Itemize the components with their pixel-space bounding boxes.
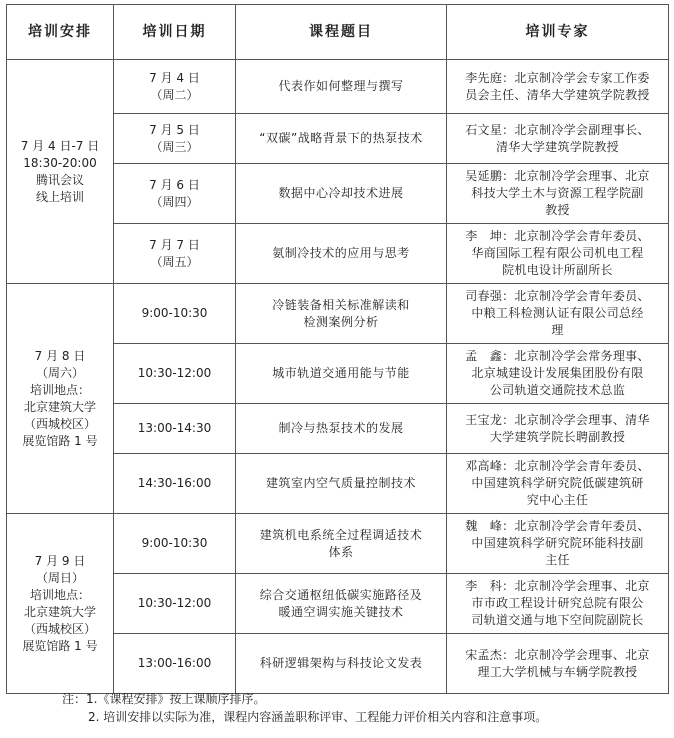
arrangement-line: （西城校区） <box>23 621 96 636</box>
topic-cell <box>236 284 447 344</box>
topic-line: 代表作如何整理与撰写 <box>278 79 404 93</box>
date-line: 13:00-16:00 <box>137 656 212 670</box>
expert-line: 科技大学土木与资源工程学院副 <box>471 186 644 200</box>
arrangement-line: 培训地点： <box>29 382 90 397</box>
topic-cell <box>236 224 447 284</box>
date-line: （周五） <box>150 254 199 269</box>
expert-cell <box>447 344 669 404</box>
expert-cell <box>447 514 669 574</box>
date-cell <box>114 60 236 114</box>
expert-line: 宋孟杰：北京制冷学会理事、北京 <box>465 647 650 662</box>
arrangement-line: 展览馆路 1 号 <box>22 638 98 653</box>
expert-line: 大学建筑学院长聘副教授 <box>489 429 626 444</box>
expert-line: 司春强：北京制冷学会青年委员、 <box>465 289 650 303</box>
expert-cell <box>447 404 669 454</box>
arrangement-line: 培训地点： <box>29 587 90 602</box>
expert-line: 李先庭：北京制冷学会专家工作委 <box>465 70 650 85</box>
table-row <box>7 514 669 574</box>
expert-line: 中粮工科检测认证有限公司总经 <box>471 306 644 320</box>
expert-line: 邓高峰：北京制冷学会青年委员、 <box>465 459 650 473</box>
expert-line: 员会主任、清华大学建筑学院教授 <box>465 87 650 102</box>
expert-line: 教授 <box>545 203 570 217</box>
header-topic: 课程题目 <box>236 5 447 60</box>
date-line: 7 月 7 日 <box>149 237 200 252</box>
schedule-table <box>6 4 669 694</box>
date-line: （周三） <box>150 139 199 154</box>
arrangement-cell <box>7 514 114 694</box>
arrangement-line: 北京建筑大学 <box>23 604 96 619</box>
expert-cell <box>447 574 669 634</box>
arrangement-line: （周六） <box>35 365 84 380</box>
expert-line: 李 科：北京制冷学会理事、北京 <box>465 579 650 593</box>
date-line: 9:00-10:30 <box>141 306 208 320</box>
date-line: 7 月 4 日 <box>149 70 200 85</box>
expert-cell <box>447 634 669 694</box>
expert-line: 石文星：北京制冷学会副理事长、 <box>465 122 650 137</box>
topic-cell <box>236 164 447 224</box>
expert-line: 吴延鹏：北京制冷学会理事、北京 <box>465 169 650 183</box>
topic-line: “双碳”战略背景下的热泵技术 <box>259 131 423 145</box>
expert-line: 北京城建设计发展集团股份有限 <box>471 366 644 380</box>
arrangement-line: 7 月 4 日-7 日 <box>20 138 100 153</box>
topic-line: 城市轨道交通用能与节能 <box>272 366 410 380</box>
topic-cell <box>236 514 447 574</box>
arrangement-line: 北京建筑大学 <box>23 399 96 414</box>
topic-line: 建筑室内空气质量控制技术 <box>265 476 416 490</box>
date-line: 13:00-14:30 <box>137 421 212 435</box>
expert-line: 院机电设计所副所长 <box>502 263 613 277</box>
topic-line: 数据中心冷却技术进展 <box>278 186 404 200</box>
date-cell <box>114 574 236 634</box>
note-1: 注：1.《课程安排》按上课顺序排序。 <box>62 692 266 706</box>
date-line: （周二） <box>150 87 199 102</box>
topic-line: 建筑机电系统全过程调适技术 <box>259 527 423 542</box>
date-cell <box>114 404 236 454</box>
table-row <box>7 60 669 114</box>
date-cell <box>114 284 236 344</box>
expert-line: 王宝龙：北京制冷学会理事、清华 <box>465 412 650 427</box>
topic-cell <box>236 454 447 514</box>
topic-cell <box>236 574 447 634</box>
arrangement-cell <box>7 60 114 284</box>
expert-cell <box>447 284 669 344</box>
arrangement-line: 7 月 9 日 <box>34 553 86 568</box>
expert-line: 主任 <box>545 553 570 567</box>
note-2: 2. 培训安排以实际为准，课程内容涵盖职称评审、工程能力评价相关内容和注意事项。 <box>88 710 548 724</box>
header-row <box>7 5 669 60</box>
date-line: 14:30-16:00 <box>137 476 212 490</box>
expert-line: 中国建筑科学研究院环能科技副 <box>471 536 644 550</box>
topic-line: 暖通空调实施关键技术 <box>278 604 404 619</box>
topic-line: 氨制冷技术的应用与思考 <box>272 246 410 260</box>
date-line: （周四） <box>150 194 199 209</box>
expert-line: 中国建筑科学研究院低碳建筑研 <box>471 476 644 490</box>
topic-cell <box>236 60 447 114</box>
topic-cell <box>236 114 447 164</box>
expert-line: 孟 鑫：北京制冷学会常务理事、 <box>465 349 650 363</box>
date-line: 10:30-12:00 <box>137 596 212 610</box>
date-cell <box>114 224 236 284</box>
expert-line: 市市政工程设计研究总院有限公 <box>471 596 644 610</box>
footnotes <box>62 690 547 726</box>
expert-line: 公司轨道交通院技术总监 <box>489 383 626 397</box>
arrangement-line: 腾讯会议 <box>35 172 84 187</box>
arrangement-line: 展览馆路 1 号 <box>22 433 98 448</box>
expert-line: 李 坤：北京制冷学会青年委员、 <box>465 229 650 243</box>
topic-line: 检测案例分析 <box>303 314 379 329</box>
arrangement-cell <box>7 284 114 514</box>
topic-line: 体系 <box>328 544 354 559</box>
header-date: 培训日期 <box>114 5 236 60</box>
topic-line: 综合交通枢纽低碳实施路径及 <box>259 587 423 602</box>
arrangement-line: 7 月 8 日 <box>34 348 86 363</box>
date-line: 7 月 5 日 <box>149 122 200 137</box>
arrangement-line: （周日） <box>35 570 84 585</box>
header-arrangement: 培训安排 <box>7 5 114 60</box>
expert-cell <box>447 164 669 224</box>
topic-line: 制冷与热泵技术的发展 <box>278 421 404 435</box>
date-line: 7 月 6 日 <box>149 177 200 192</box>
expert-cell <box>447 224 669 284</box>
topic-cell <box>236 634 447 694</box>
date-cell <box>114 114 236 164</box>
date-cell <box>114 164 236 224</box>
topic-line: 科研逻辑架构与科技论文发表 <box>259 656 423 670</box>
date-cell <box>114 514 236 574</box>
arrangement-line: 18:30-20:00 <box>23 155 97 170</box>
expert-cell <box>447 114 669 164</box>
expert-line: 清华大学建筑学院教授 <box>495 139 619 154</box>
expert-line: 华商国际工程有限公司机电工程 <box>471 246 644 260</box>
topic-cell <box>236 404 447 454</box>
expert-line: 究中心主任 <box>526 493 589 507</box>
expert-line: 司轨道交通与地下空间院副院长 <box>471 613 644 627</box>
expert-cell <box>447 60 669 114</box>
date-line: 10:30-12:00 <box>137 366 212 380</box>
header-expert: 培训专家 <box>447 5 669 60</box>
expert-line: 理 <box>551 323 564 337</box>
topic-line: 冷链装备相关标准解读和 <box>272 297 410 312</box>
topic-cell <box>236 344 447 404</box>
date-cell <box>114 634 236 694</box>
date-cell <box>114 454 236 514</box>
table-row <box>7 284 669 344</box>
expert-cell <box>447 454 669 514</box>
expert-line: 理工大学机械与车辆学院教授 <box>477 664 638 679</box>
arrangement-line: （西城校区） <box>23 416 96 431</box>
date-line: 9:00-10:30 <box>141 536 208 550</box>
expert-line: 魏 峰：北京制冷学会青年委员、 <box>465 519 650 533</box>
date-cell <box>114 344 236 404</box>
arrangement-line: 线上培训 <box>35 189 84 204</box>
